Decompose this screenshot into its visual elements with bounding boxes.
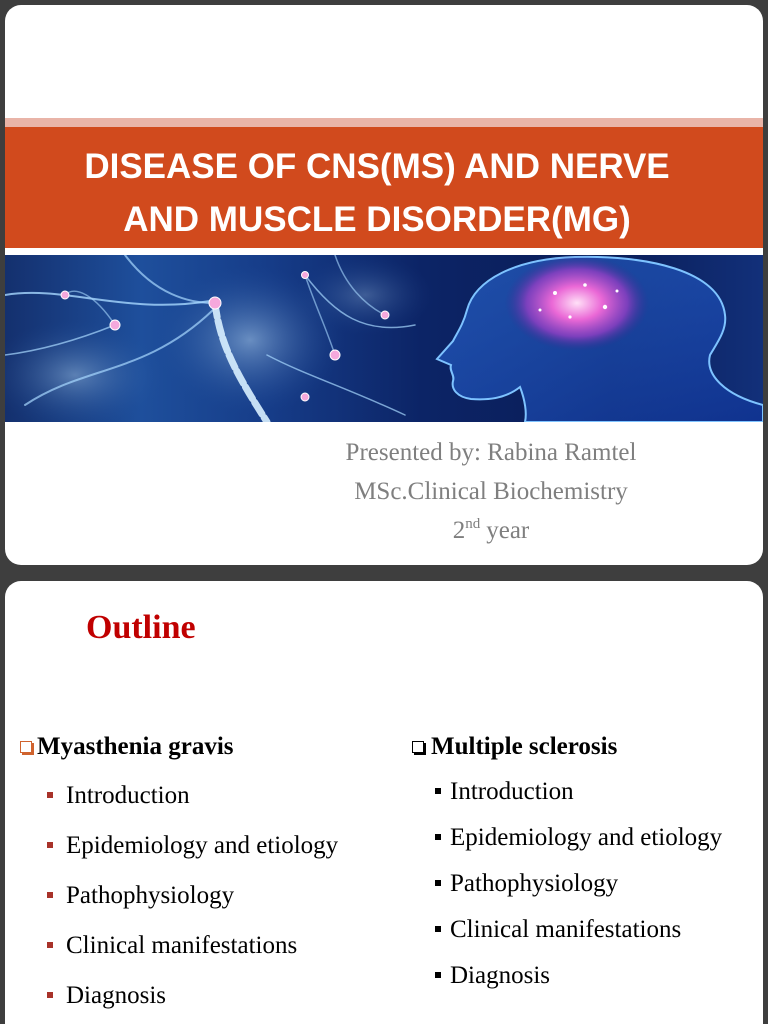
list-item — [47, 921, 338, 971]
column-heading-label: Multiple sclerosis — [431, 733, 618, 760]
slide-title-line: DISEASE OF CNS(MS) AND NERVE — [84, 147, 670, 186]
list-item-label: Pathophysiology — [66, 882, 235, 909]
list-item — [435, 861, 722, 907]
list-item-label: Introduction — [66, 782, 190, 809]
list-item — [47, 771, 338, 821]
list-item — [47, 971, 338, 1021]
square-bullet-icon — [435, 972, 441, 978]
neuron-cell-body — [302, 272, 309, 279]
outline-slide — [5, 581, 763, 1024]
multiple-sclerosis-topic-list — [435, 769, 722, 999]
title-accent-stripe — [5, 118, 763, 127]
column-heading-myasthenia — [20, 732, 234, 762]
neuron-cell-body — [301, 393, 309, 401]
square-bullet-icon — [435, 926, 441, 932]
list-item — [435, 953, 722, 999]
neuron-cell-body — [381, 311, 389, 319]
list-item — [435, 815, 722, 861]
square-bullet-icon — [47, 792, 53, 798]
list-item — [47, 871, 338, 921]
presenter-info — [241, 433, 741, 550]
neuron-cell-body — [209, 297, 221, 309]
list-item-label: Epidemiology and etiology — [66, 832, 339, 859]
program-name: MSc.Clinical Biochemistry — [354, 478, 628, 505]
list-item — [435, 907, 722, 953]
square-bullet-icon — [435, 834, 441, 840]
list-item-label: Clinical manifestations — [66, 932, 298, 959]
column-heading-label: Myasthenia gravis — [37, 733, 234, 760]
title-banner — [5, 127, 763, 248]
hollow-square-bullet-icon — [412, 741, 424, 753]
brain-sparkle — [616, 290, 619, 293]
neuron-cell-body — [61, 291, 69, 299]
neuron-cell-body — [330, 350, 340, 360]
list-item — [47, 821, 338, 871]
title-slide — [5, 5, 763, 565]
year-number: 2 — [452, 517, 466, 544]
neuron-cell-body — [110, 320, 120, 330]
list-item-label: Pathophysiology — [450, 870, 619, 897]
square-bullet-icon — [47, 892, 53, 898]
year-label: year — [486, 517, 530, 544]
square-bullet-icon — [47, 992, 53, 998]
brain-sparkle — [539, 309, 542, 312]
square-bullet-icon — [435, 880, 441, 886]
list-item-label: Diagnosis — [450, 962, 550, 989]
brain-neuron-illustration — [5, 255, 763, 422]
list-item-label: Epidemiology and etiology — [450, 824, 723, 851]
list-item-label: Diagnosis — [66, 982, 166, 1009]
outline-heading: Outline — [86, 609, 196, 646]
square-bullet-icon — [47, 942, 53, 948]
study-year — [241, 511, 741, 550]
hollow-square-bullet-icon — [20, 741, 32, 753]
brain-sparkle — [568, 315, 571, 318]
square-bullet-icon — [47, 842, 53, 848]
list-item-label: Introduction — [450, 778, 574, 805]
presenter-name: Presented by: Rabina Ramtel — [345, 439, 637, 466]
brain-sparkle — [583, 283, 587, 287]
brain-glow — [505, 255, 649, 351]
myasthenia-topic-list — [47, 771, 338, 1021]
brain-neuron-icon — [5, 255, 763, 422]
list-item-label: Clinical manifestations — [450, 916, 682, 943]
slide-title-line: AND MUSCLE DISORDER(MG) — [123, 200, 631, 239]
brain-sparkle — [603, 305, 607, 309]
list-item — [435, 769, 722, 815]
brain-sparkle — [553, 291, 557, 295]
column-heading-multiple-sclerosis — [412, 732, 617, 762]
year-suffix: nd — [465, 516, 481, 532]
square-bullet-icon — [435, 788, 441, 794]
